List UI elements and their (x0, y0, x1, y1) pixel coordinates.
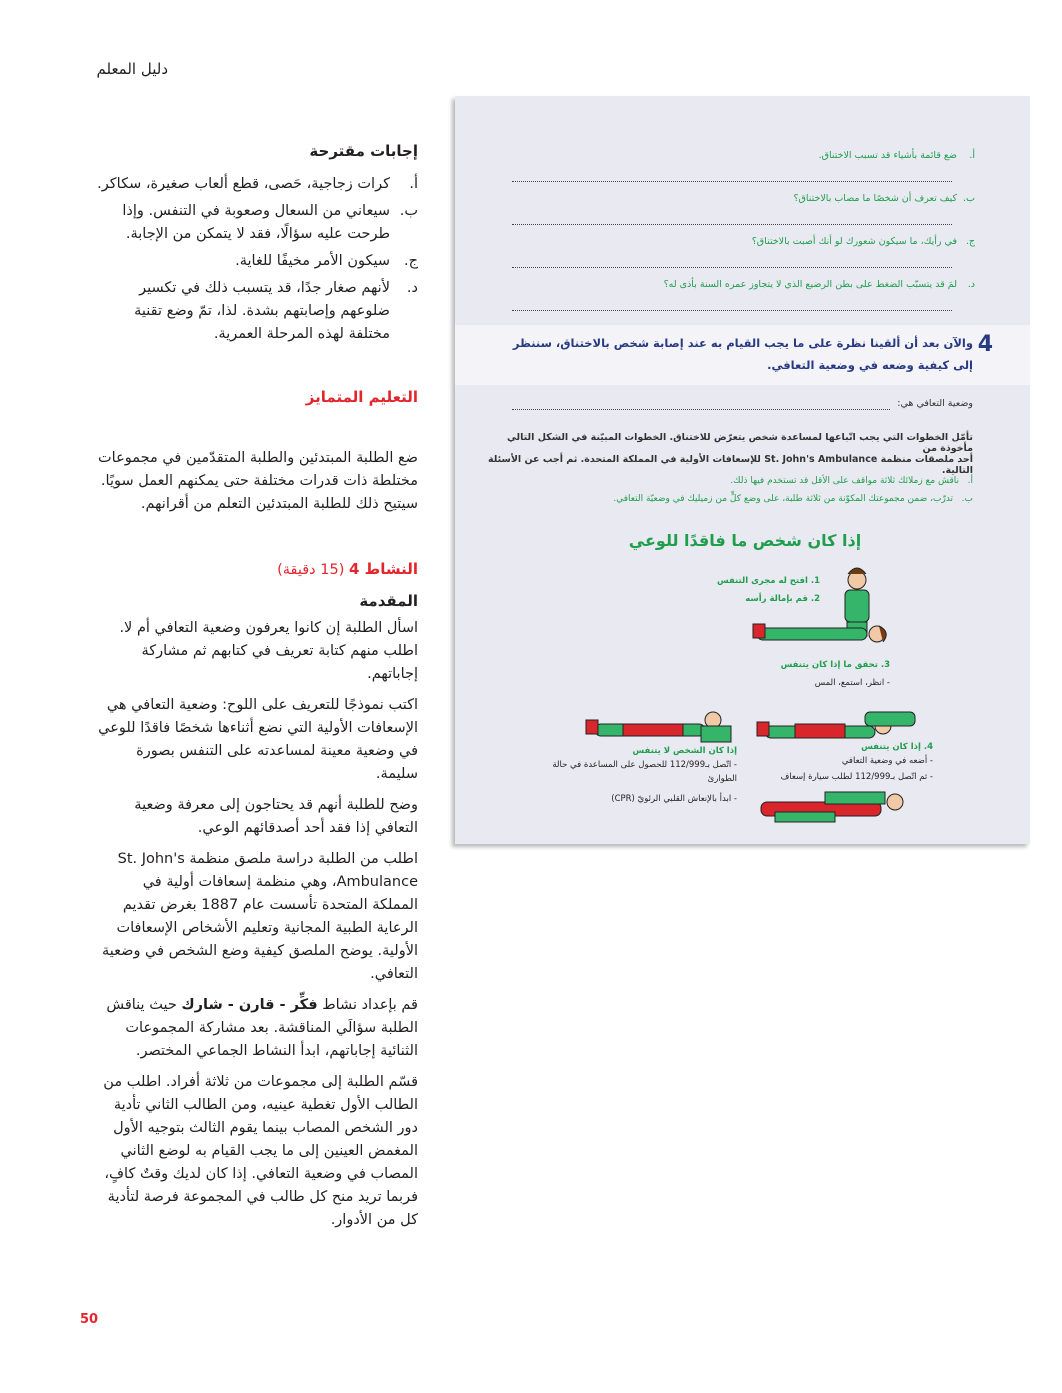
intro-paragraph-4: اطلب من الطلبة دراسة ملصق منظمة St. John's Ambulance، وهي منظمة إسعافات أولية في المملكة المتحدة تأسست عام 1887 بغرض تقديم الرعاية الطبية المجانية وتعليم الأشخاص الإسعافات الأولية. يوضح الملصق كيفية وضع الشخص في وضعية التعافي. (101, 851, 418, 982)
not-breathing-block (547, 744, 737, 806)
answer-item (96, 173, 418, 196)
answer-text: سيعاني من السعال وصعوبة في التنفس. وإذا طرحت عليه سؤالًا، فقد لا يتمكن من الإجابة. (122, 203, 390, 242)
answer-text: كرات زجاجية، حَصى، قطع ألعاب صغيرة، سكاكر. (97, 176, 390, 192)
intro-paragraph-1: اسأل الطلبة إن كانوا يعرفون وضعية التعافي أم لا. اطلب منهم كتابة تعريف في كتابهم ثم مشاركة إجاباتهم. (119, 620, 418, 682)
task-b (493, 494, 973, 504)
step-3a (815, 676, 890, 690)
answer-item (96, 250, 418, 273)
answer-text: لأنهم صغار جدًا، قد يتسبب ذلك في تكسير ضلوعهم وإصابتهم بشدة. لذا، تمّ وضع تقنية مختلفة لهذه المرحلة العمرية. (134, 280, 390, 342)
answer-line (512, 181, 952, 182)
question-text: ضع قائمة بأشياء قد تسبب الاختناق. (818, 150, 957, 161)
not-breathing-step-2: - ابدأ بالإنعاش القلبي الرئويّ (CPR) (611, 794, 737, 804)
differentiation-text: ضع الطلبة المبتدئين والطلبة المتقدّمين في مجموعات مختلطة ذات قدرات مختلفة حتى يمكنهم العمل سويًا. سيتيح ذلك للطلبة المبتدئين التعلم من أقرانهم. (98, 450, 418, 512)
answer-item (96, 277, 418, 346)
think-post: حيث يناقش الطلبة سؤالَي المناقشة. بعد مشاركة المجموعات الثنائية إجاباتهم، ابدأ النشاط الجماعي المختصر. (106, 997, 418, 1059)
not-breathing-heading: إذا كان الشخص لا يتنفس (632, 746, 737, 756)
answers-heading: إجابات مقترحة (309, 142, 418, 160)
activity-time: (15 دقيقة) (277, 562, 345, 578)
task-label: أ. (967, 476, 973, 486)
answer-label: ج. (404, 253, 418, 269)
answer-line (512, 224, 952, 225)
question-text: في رأيك، ما سيكون شعورك لو أنك أصبت بالاختناق؟ (751, 236, 957, 247)
step-4-b: - ثم اتّصل بـ112/999 لطلب سيارة إسعاف (780, 772, 933, 782)
question-a (507, 150, 975, 161)
question-text: كيف تعرف أن شخصًا ما مصاب بالاختناق؟ (793, 193, 957, 204)
step-3a-text: - انظر، استمع، المس (814, 678, 890, 688)
differentiation-heading: التعليم المتمايز (305, 388, 418, 406)
recovery-position-illustration (755, 786, 920, 826)
question-text: لمَ قد يتسبّب الضغط على بطن الرضيع الذي لا يتجاوز عمره السنة بأذى له؟ (663, 279, 957, 290)
step-2-text: 2. قم بإمالة رأسه (745, 594, 820, 604)
page-header: دليل المعلم (96, 60, 168, 78)
answer-line (512, 310, 952, 311)
question-b (507, 193, 975, 204)
not-breathing-step-1: - اتّصل بـ112/999 للحصول على المساعدة في حالة الطوارئ (552, 760, 737, 784)
not-breathing-illustration (583, 706, 738, 746)
definition-label: وضعية التعافي هي: (897, 398, 973, 409)
task-label: ب. (961, 494, 973, 504)
answer-line (512, 267, 952, 268)
question-label: د. (967, 279, 975, 290)
intro-heading: المقدمة (359, 592, 418, 610)
step-3-text: 3. تحقق ما إذا كان يتنفس (780, 660, 890, 670)
think-pre: قم بإعداد نشاط (322, 997, 418, 1013)
activity-heading (96, 558, 418, 582)
section-text: والآن بعد أن ألقينا نظرة على ما يجب القيام به عند إصابة شخص بالاختناق، سننظر إلى كيفية وضعه في وضعية التعافي. (512, 336, 973, 372)
question-d (507, 279, 975, 290)
answers-list (96, 173, 418, 346)
question-label: أ. (969, 150, 975, 161)
answer-label: ب. (399, 203, 418, 219)
instructions-line-1: تأمّل الخطوات التي يجب اتّباعها لمساعدة شخص يتعرّض للاختناق. الخطوات المبيّنة في الشكل التالي مأخوذة من (506, 432, 973, 454)
step-1 (717, 574, 820, 588)
answer-label: د. (406, 280, 418, 296)
teacher-notes-column (96, 140, 418, 1232)
activity-title: النشاط 4 (348, 560, 418, 578)
poster-title: إذا كان شخص ما فاقدًا للوعي (628, 531, 862, 550)
task-text: ناقش مع زملائك ثلاثة مواقف على الأقل قد تستخدم فيها ذلك. (730, 476, 960, 486)
intro-paragraph-3: وضح للطلبة أنهم قد يحتاجون إلى معرفة وضعية التعافي إذا فقد أحد أصدقائهم الوعي. (134, 797, 418, 836)
think-bold: فكِّر - قارن - شارك (181, 997, 318, 1013)
step-4-block (733, 740, 933, 784)
groups-paragraph: قسّم الطلبة إلى مجموعات من ثلاثة أفراد. اطلب من الطالب الأول تغطية عينيه، ومن الطالب الثاني تأدية دور الشخص المصاب بينما يقوم الثالث بتوجيه الأول المغمض العينين إلى ما يجب القيام به لوضع الثاني المصاب في وضعية التعافي. إذا كان لديك وقتٌ كافٍ، فربما تريد منح كل طالب في المجموعة فرصة لتأدية كل من الأدوار. (103, 1074, 418, 1228)
task-a (493, 476, 973, 486)
answer-label: أ. (409, 176, 418, 192)
section-number: 4 (977, 332, 993, 357)
step-1-text: 1. افتح له مجرى التنفس (716, 576, 820, 586)
question-c (507, 236, 975, 247)
answer-item (96, 200, 418, 246)
step-4-a: - أضعه في وضعية التعافي (841, 756, 933, 766)
step-4-heading: 4. إذا كان يتنفس (861, 742, 933, 752)
answer-text: سيكون الأمر مخيفًا للغاية. (235, 253, 390, 269)
page-number: 50 (80, 1312, 99, 1327)
student-book-panel (455, 96, 1030, 844)
think-pair-share-paragraph (96, 994, 418, 1063)
step-3 (781, 658, 890, 672)
question-label: ج. (965, 236, 975, 247)
task-text: تدرّب، ضمن مجموعتك المكوّنة من ثلاثة طلبة، على وضع كلٍّ من زميليك في وضعيّة التعافي. (613, 494, 954, 504)
intro-paragraph-2: اكتب نموذجًا للتعريف على اللوح: وضعية التعافي هي الإسعافات الأولية التي نضع أثناءها شخصًا فاقدًا للوعي في وضعية معينة لمساعدته على التنفس بصورة سليمة. (98, 697, 418, 782)
step-2 (745, 592, 820, 606)
instructions-line-2: أحد ملصقات منظمة St. John's Ambulance للإسعافات الأولية في المملكة المتحدة. ثم أجب عن الأسئلة التالية. (488, 454, 973, 476)
definition-line (512, 409, 890, 410)
question-label: ب. (963, 193, 975, 204)
